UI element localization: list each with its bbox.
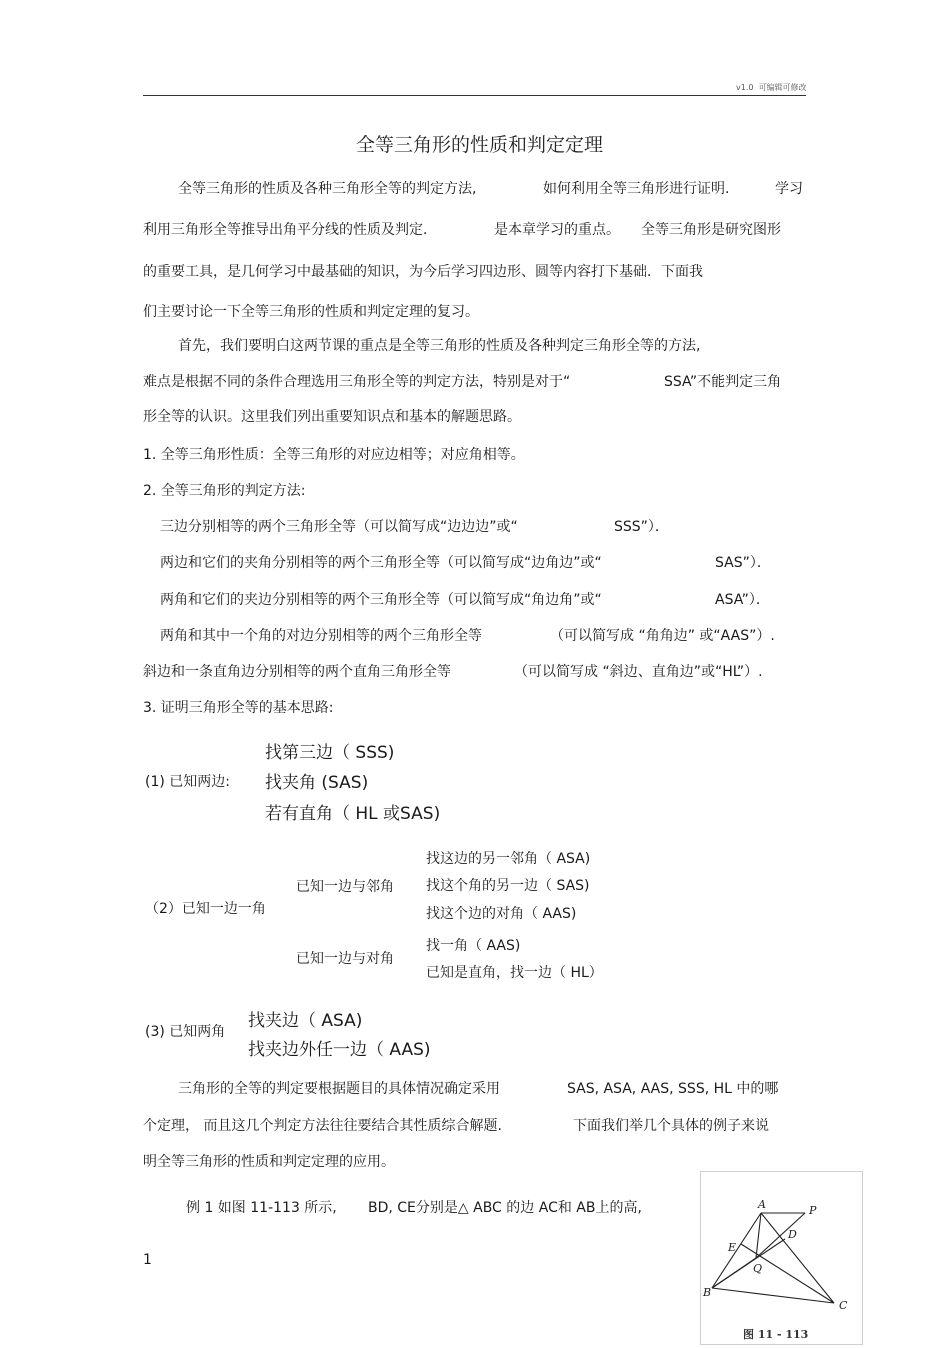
conclusion-line-1a: 三角形的全等的判定要根据题目的具体情况确定采用 xyxy=(178,1081,500,1097)
rule-sas-abbr: SAS”）． xyxy=(715,555,771,571)
intro-line-2b: 是本章学习的重点。 xyxy=(494,222,620,238)
side-ac xyxy=(761,1213,834,1303)
rule-hl-text: 斜边和一条直角边分别相等的两个直角三角形全等 xyxy=(143,664,451,680)
case2-sub1-item: 找这个角的另一边（ SAS) xyxy=(426,878,590,894)
conclusion-line-3: 明全等三角形的性质和判定定理的应用。 xyxy=(143,1154,395,1170)
label-e: E xyxy=(728,1241,737,1254)
intro-line-3: 的重要工具，是几何学习中最基础的知识，为今后学习四边形、圆等内容打下基础．下面我 xyxy=(143,264,703,280)
conclusion-line-2b: 下面我们举几个具体的例子来说 xyxy=(573,1118,769,1134)
case2-label: （2）已知一边一角 xyxy=(145,901,266,917)
intro-line-1a: 全等三角形的性质及各种三角形全等的判定方法, xyxy=(178,181,477,197)
rule-hl-abbr: （可以简写成 “斜边、直角边”或“HL”）. xyxy=(514,664,763,680)
case2-sub2: 已知一边与对角 xyxy=(296,951,394,967)
side-ab xyxy=(712,1213,761,1288)
case3-label: (3) 已知两角 xyxy=(145,1024,226,1040)
page-title: 全等三角形的性质和判定定理 xyxy=(356,134,604,156)
version-label: v1.0 xyxy=(736,83,754,92)
label-p: P xyxy=(809,1204,817,1217)
intro-line-2a: 利用三角形全等推导出角平分线的性质及判定. xyxy=(143,222,428,238)
header-rule xyxy=(143,95,806,96)
case2-sub1-item: 找这边的另一邻角（ ASA) xyxy=(426,851,591,867)
case2-sub2-item: 已知是直角，找一边（ HL） xyxy=(426,965,603,981)
case1-label: (1) 已知两边: xyxy=(145,774,230,790)
label-q: Q xyxy=(753,1262,763,1275)
point-2: 2. 全等三角形的判定方法: xyxy=(143,483,306,499)
focus-line-2a: 难点是根据不同的条件合理选用三角形全等的判定方法，特别是对于“ xyxy=(143,374,571,390)
example-1-body: BD, CE分别是△ ABC 的边 AC和 AB上的高, xyxy=(368,1200,642,1216)
side-bc xyxy=(712,1288,834,1303)
focus-line-2b: SSA”不能判定三角 xyxy=(664,374,782,390)
intro-line-1c: 学习 xyxy=(775,181,803,197)
intro-line-1b: 如何利用全等三角形进行证明. xyxy=(543,181,730,197)
label-b: B xyxy=(703,1286,712,1299)
case3-item: 找夹边（ ASA) xyxy=(248,1011,363,1031)
case2-sub1: 已知一边与邻角 xyxy=(296,879,394,895)
focus-line-1: 首先，我们要明白这两节课的重点是全等三角形的性质及各种判定三角形全等的方法, xyxy=(178,338,701,354)
triangle-diagram xyxy=(701,1172,862,1344)
rule-sas-text: 两边和它们的夹角分别相等的两个三角形全等（可以简写成“边角边”或“ xyxy=(160,555,602,571)
point-1: 1. 全等三角形性质：全等三角形的对应边相等；对应角相等。 xyxy=(143,447,525,463)
intro-line-4: 们主要讨论一下全等三角形的性质和判定定理的复习。 xyxy=(143,304,479,320)
segment-qb xyxy=(712,1258,756,1288)
point-3: 3. 证明三角形全等的基本思路: xyxy=(143,700,334,716)
rule-sss-abbr: SSS”）． xyxy=(614,519,669,535)
rule-aas-text: 两角和其中一个角的对边分别相等的两个三角形全等 xyxy=(160,628,482,644)
case3-item: 找夹边外任一边（ AAS) xyxy=(248,1040,431,1060)
example-1-intro: 例 1 如图 11-113 所示, xyxy=(186,1200,337,1216)
rule-asa-abbr: ASA”）． xyxy=(715,592,770,608)
label-c: C xyxy=(839,1299,848,1312)
case2-sub1-item: 找这个边的对角（ AAS) xyxy=(426,906,577,922)
editable-label: 可编辑可修改 xyxy=(758,83,807,92)
conclusion-line-1b: SAS, ASA, AAS, SSS, HL 中的哪 xyxy=(567,1081,779,1097)
case1-item: 找夹角 (SAS) xyxy=(265,773,369,793)
rule-aas-abbr: （可以简写成 “角角边” 或“AAS”）. xyxy=(550,628,775,644)
rule-asa-text: 两角和它们的夹边分别相等的两个三角形全等（可以简写成“角边角”或“ xyxy=(160,592,602,608)
rule-sss-text: 三边分别相等的两个三角形全等（可以简写成“边边边”或“ xyxy=(160,519,518,535)
header-version xyxy=(736,82,807,93)
label-d: D xyxy=(788,1228,797,1241)
label-a: A xyxy=(758,1198,766,1211)
focus-line-3: 形全等的认识。这里我们列出重要知识点和基本的解题思路。 xyxy=(143,409,521,425)
case1-item: 找第三边（ SSS) xyxy=(265,743,395,763)
case2-sub2-item: 找一角（ AAS) xyxy=(426,938,521,954)
figure-11-113 xyxy=(700,1171,863,1345)
case1-item: 若有直角（ HL 或SAS) xyxy=(265,804,441,824)
conclusion-line-2a: 个定理， 而且这几个判定方法往往要结合其性质综合解题. xyxy=(143,1118,502,1134)
intro-line-2c: 全等三角形是研究图形 xyxy=(641,222,781,238)
figure-caption: 图 11 - 113 xyxy=(743,1328,809,1341)
page-number: 1 xyxy=(143,1252,152,1268)
segment-pq xyxy=(756,1213,805,1258)
